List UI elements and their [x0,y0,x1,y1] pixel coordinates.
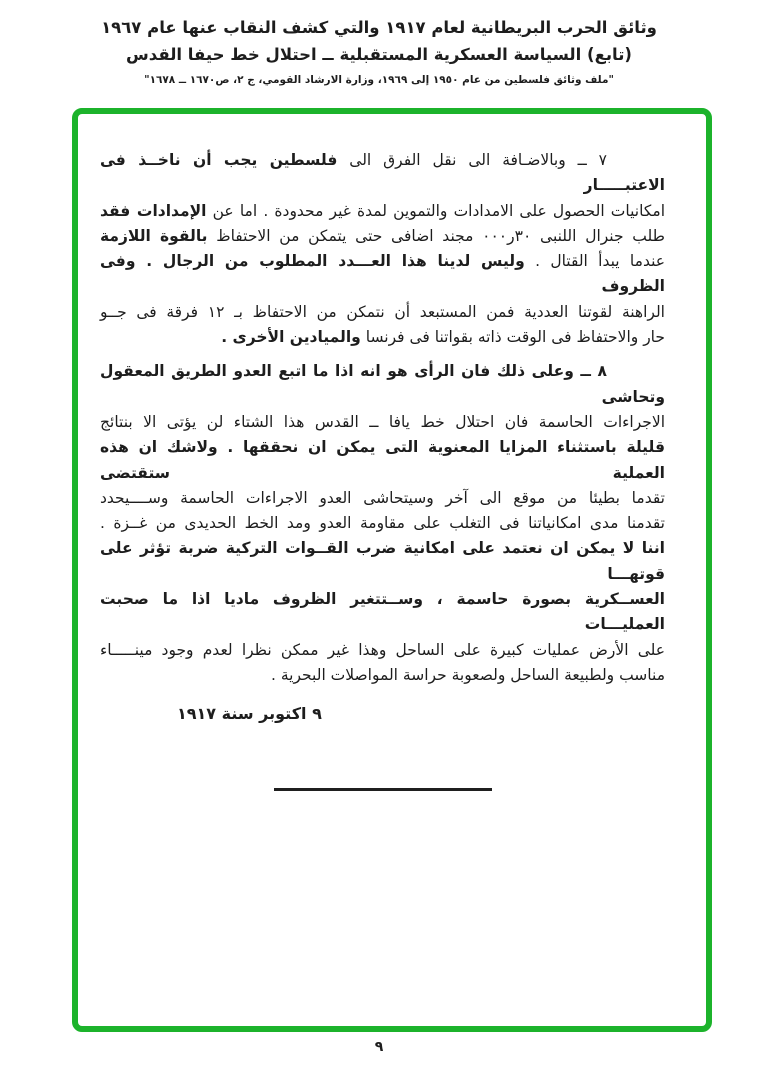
text-line [100,224,665,249]
text-segment: على الأرض عمليات كبيرة على الساحل وهذا غير ممكن نظرا لعدم وجود مينـــــاء [100,640,665,659]
bold-text-segment: العســكرية بصورة حاسمة ، وســتتغير الظروف ماديا اذا ما صحبت العمليـــات [100,590,665,634]
document-body [100,148,665,688]
text-line [100,359,665,410]
header-title: وثائق الحرب البريطانية لعام ١٩١٧ والتي كشف النقاب عنها عام ١٩٦٧ [101,18,657,37]
text-segment: عندما يبدأ القتال . [524,252,665,271]
text-segment: حار والاحتفاظ فى الوقت ذاته بقواتنا فى فرنسا [360,328,665,347]
text-line [100,536,665,587]
text-segment: ٧ ــ وبالاضـافة الى نقل الفرق الى [337,151,607,169]
text-segment: الراهنة لقوتنا العددية فمن المستبعد أن نتمكن من الاحتفاظ بـ ١٢ فرقة فى جــو [100,302,665,321]
frame-content [78,114,706,791]
text-line [100,638,665,663]
divider-line [274,788,492,791]
bold-text-segment: ٨ ــ وعلى ذلك فان الرأى هو انه اذا ما اتبع العدو الطريق المعقول وتحاشى [100,362,665,406]
text-line [100,410,665,435]
bold-text-segment: فلسطين يجب أن ناخــذ فى الاعتبـــــار [100,151,665,195]
text-segment: مناسب ولطبيعة الساحل ولصعوبة حراسة المواصلات البحرية . [271,665,665,684]
date-line: ٩ اكتوبر سنة ١٩١٧ [177,704,322,724]
text-segment: تقدما بطيئا من موقع الى آخر وسيتحاشى العدو الاجراءات الحاسمة وســــيحدد [100,488,665,507]
text-line [100,300,665,325]
page-footer [0,1036,758,1055]
text-line [100,435,665,486]
bold-text-segment: والميادين الأخرى . [221,328,361,347]
header-source-citation: "ملف وثائق فلسطين من عام ١٩٥٠ إلى ١٩٦٩، وزارة الارشاد القومي، ج ٢، ص١٦٧٠ ــ ١٦٧٨" [144,74,614,86]
text-line [100,148,665,199]
bold-text-segment: قليلة باستثناء المزايا المعنوية التى يمكن ان نحققها . ولاشك ان هذه العملية ستقتضى [100,438,665,482]
bold-text-segment: الإمدادات فقد [100,201,207,220]
green-frame-border [72,108,712,1032]
text-line [100,199,665,224]
bold-text-segment: بالقوة اللازمة [100,226,208,245]
text-line [100,325,665,350]
text-line [100,663,665,688]
text-line [100,587,665,638]
text-line [100,486,665,511]
bold-text-segment: وفى الظروف [100,252,665,296]
text-segment: الاجراءات الحاسمة فان احتلال خط يافا ــ القدس هذا الشتاء لن يؤتى الا بنتائج [100,412,665,431]
text-line [100,249,665,300]
text-line [100,511,665,536]
bold-text-segment: اننا لا يمكن ان نعتمد على امكانية ضرب القــوات التركية ضربة تؤثر على قوتهـــا [100,539,665,583]
bold-text-segment: وليس لدينا هذا العـــدد المطلوب من الرجال . [135,252,525,271]
text-segment: تقدمنا مدى امكانياتنا فى التغلب على مقاومة العدو ومد الخط الحديدى من غــزة . [100,514,665,533]
paragraph [100,148,665,350]
page-number: ٩ [374,1039,384,1055]
document-header [0,14,758,86]
text-segment: امكانيات الحصول على الامدادات والتموين لمدة غير محدودة . اما عن [206,201,665,220]
header-subtitle: (تابع) السياسة العسكرية المستقبلية ــ احتلال خط حيفا القدس [126,45,632,64]
text-segment: طلب جنرال اللنبى ٣٠ر٠٠٠ مجند اضافى حتى يتمكن من الاحتفاظ [207,226,665,245]
paragraph [100,359,665,688]
